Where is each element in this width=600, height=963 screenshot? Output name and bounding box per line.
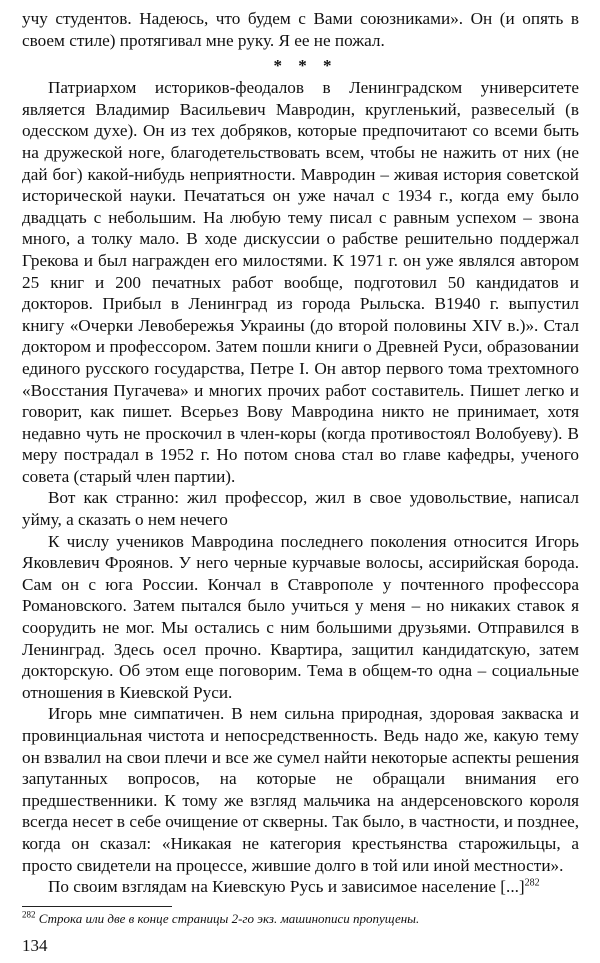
paragraph-kievan-rus [22, 876, 579, 898]
paragraph-mavrodin: Патриархом историков-феодалов в Ленинградском университете является Владимир Васильевич Мавродин, кругленький, развеселый (в одесском духе). Он из тех добряков, которые предпочитают со всеми быть на дружеской ноге, благодетельствовать всем, чтобы не нажить от них (не дай бог) какой-нибудь неприятности. Мавродин – живая история советской исторической науки. Печататься он уже начал с 1934 г., когда ему было двадцать с небольшим. На любую тему писал с равным успехом – звона много, а толку мало. В ходе дискуссии о рабстве решительно поддержал Грекова и был награжден его милостями. К 1971 г. он уже являлся автором 25 книг и 200 печатных работ вообще, подготовил 50 кандидатов и докторов. Прибыл в Ленинград из города Рыльска. В1940 г. выпустил книгу «Очерки Левобережья Украины (до второй половины XIV в.)». Стал доктором и профессором. Затем пошли книги о Древней Руси, образовании единого русского государства, Петре I. Он автор первого тома трехтомного «Восстания Пугачева» и многих прочих работ составитель. Пишет легко и говорит, как пишет. Всерьез Вову Мавродина никто не принимает, хотя недавно чуть не проскочил в член-коры (когда противостоял Волобуеву). В меру пострадал в 1952 г. Но потом снова стал во главе кафедры, ученого совета (старый член партии). [22, 78, 579, 486]
footnote-text: Строка или две в конце страницы 2-го экз. машинописи пропущены. [38, 910, 420, 926]
paragraph-continuation: учу студентов. Надеюсь, что будем с Вами союзниками». Он (и опять в своем стиле) протягивал мне руку. Я ее не пожал. [22, 9, 579, 50]
footnote-number: 282 [22, 909, 36, 920]
paragraph-froyanov: К числу учеников Мавродина последнего поколения относится Игорь Яковлевич Фроянов. У него черные курчавые волосы, ассирийская борода. Сам он с юга России. Кончал в Ставрополе у почтенного профессора Романовского. Затем пытался было учиться у меня – но никаких ставок я соорудить не мог. Мы остались с ним большими друзьями. Отправился в Ленинград. Здесь осел прочно. Квартира, защитил кандидатскую, затем докторскую. Об этом еще поговорим. Тема в общем-то одна – социальные отношения в Киевской Руси. [22, 531, 579, 702]
footnote-reference: 282 [524, 877, 540, 889]
page-number: 134 [22, 935, 48, 955]
section-separator: * * * [273, 56, 338, 76]
paragraph-kievan-rus-text: По своим взглядам на Киевскую Русь и зависимое население [...] [48, 877, 525, 897]
footnote [22, 911, 579, 927]
book-page [22, 8, 579, 956]
paragraph-igor: Игорь мне симпатичен. В нем сильна природная, здоровая закваска и провинциальная чистота и непосредственность. Ведь надо же, какую тему он взвалил на свои плечи и все же сумел найти некоторые аспекты решения запутанных вопросов, на которые не обращали внимания его предшественники. К тому же взгляд мальчика на андерсеновского короля всегда несет в себе очищение от скверны. Так было, в частности, и позднее, когда он сказал: «Никакая не категория крестьянства старожильцы, а просто свидетели на процессе, жившие долго в той или иной местности». [22, 704, 579, 875]
footnote-divider [22, 906, 172, 907]
paragraph-strange-professor: Вот как странно: жил профессор, жил в свое удовольствие, написал уйму, а сказать о нем нечего [22, 488, 579, 530]
